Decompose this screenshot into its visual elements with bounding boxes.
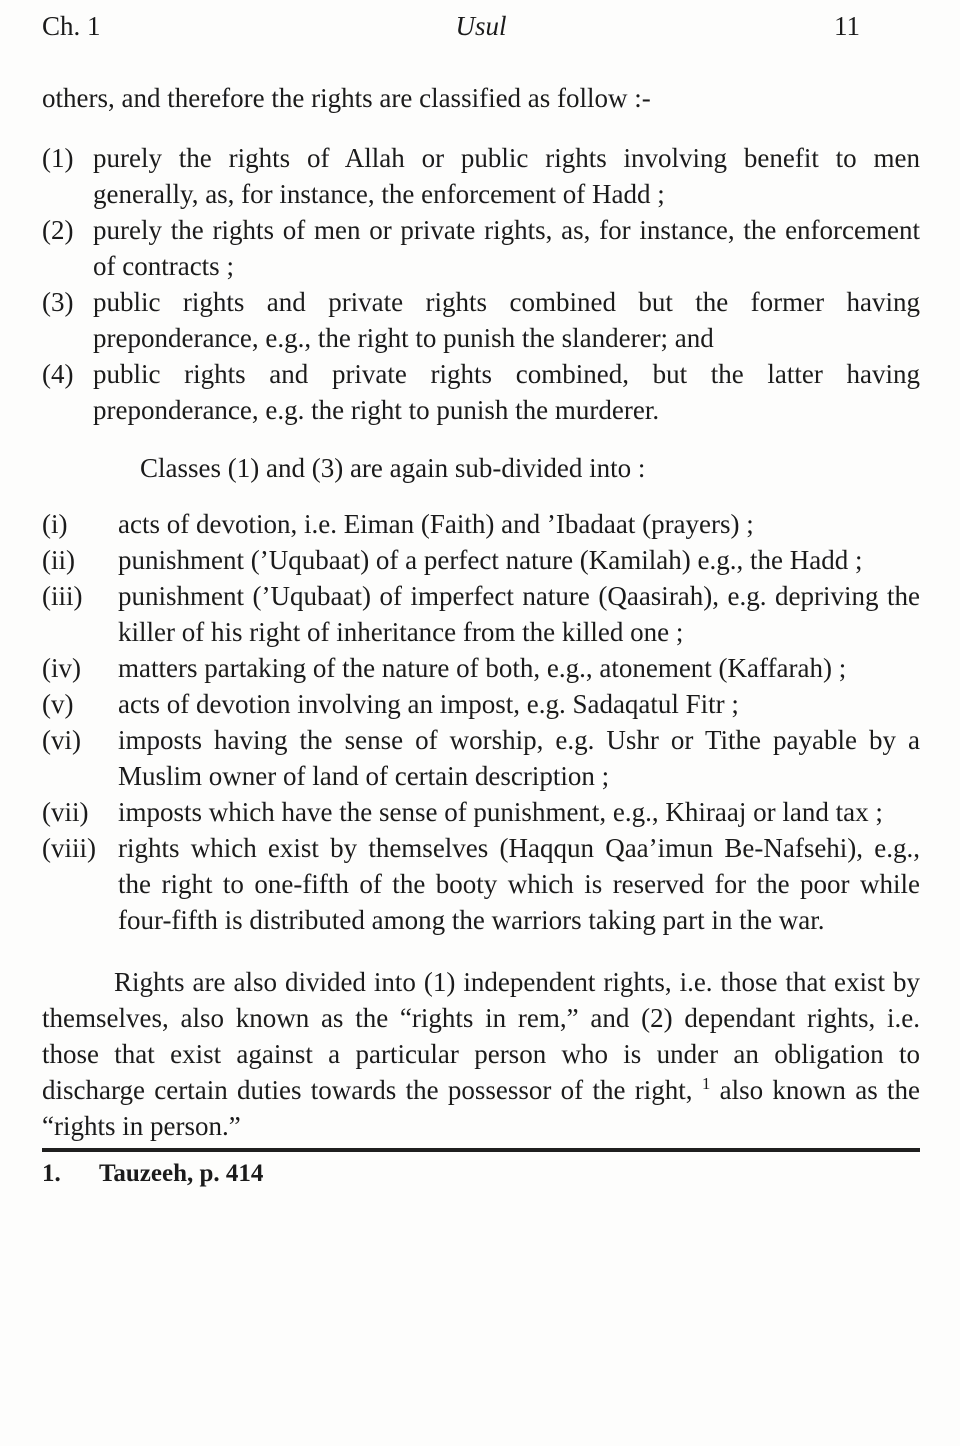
- list-item-iv: [42, 650, 920, 686]
- list-marker: (4): [42, 359, 74, 389]
- list-text: purely the rights of Allah or public rights involving benefit to men generally, as, for instance, the enforcement of Hadd ;: [93, 143, 920, 209]
- footnote-text: Tauzeeh, p. 414: [99, 1160, 264, 1187]
- list-item-2: [42, 212, 920, 284]
- list-item-1: [42, 140, 920, 212]
- list-marker: (1): [42, 143, 74, 173]
- list-text: acts of devotion involving an impost, e.g. Sadaqatul Fitr ;: [118, 689, 739, 719]
- list-text: rights which exist by themselves (Haqqun Qaa’imun Be-Nafsehi), e.g., the right to one-fifth of the booty which is reserved for the poor while four-fifth is distributed among the warriors taking part in the war.: [118, 833, 920, 935]
- subdivision-heading: Classes (1) and (3) are again sub-divided into :: [140, 453, 646, 483]
- footnote: [42, 1158, 920, 1190]
- list-item-v: [42, 686, 920, 722]
- chapter-label: Ch. 1: [42, 11, 101, 41]
- closing-text-after: also known as the “rights in person.”: [42, 1075, 920, 1141]
- list-text: public rights and private rights combined but the former having preponderance, e.g., the right to punish the slanderer; and: [93, 287, 920, 353]
- page-header: [42, 8, 920, 44]
- intro-paragraph: others, and therefore the rights are classified as follow :-: [42, 83, 651, 113]
- list-item-3: [42, 284, 920, 356]
- list-text: imposts having the sense of worship, e.g. Ushr or Tithe payable by a Muslim owner of land of certain description ;: [118, 725, 920, 791]
- list-text: imposts which have the sense of punishment, e.g., Khiraaj or land tax ;: [118, 797, 883, 827]
- list-marker: (3): [42, 287, 74, 317]
- list-item-vii: [42, 794, 920, 830]
- page-number: 11: [834, 11, 860, 41]
- list-item-4: [42, 356, 920, 428]
- numbered-list: [42, 140, 920, 428]
- list-marker: (v): [42, 689, 74, 719]
- list-text: purely the rights of men or private rights, as, for instance, the enforcement of contracts ;: [93, 215, 920, 281]
- list-item-iii: [42, 578, 920, 650]
- list-marker: (iii): [42, 581, 83, 611]
- book-title: Usul: [455, 11, 507, 41]
- list-text: acts of devotion, i.e. Eiman (Faith) and ’Ibadaat (prayers) ;: [118, 509, 754, 539]
- footnote-divider: [42, 1148, 920, 1152]
- list-item-ii: [42, 542, 920, 578]
- list-marker: (iv): [42, 653, 81, 683]
- list-item-vi: [42, 722, 920, 794]
- list-marker: (i): [42, 509, 68, 539]
- list-marker: (viii): [42, 833, 96, 863]
- footnote-marker: 1.: [42, 1160, 61, 1187]
- closing-paragraph: [42, 964, 920, 1144]
- roman-list: [42, 506, 920, 938]
- footnote-reference: 1: [701, 1074, 711, 1093]
- list-text: public rights and private rights combined, but the latter having preponderance, e.g. the right to punish the murderer.: [93, 359, 920, 425]
- list-marker: (ii): [42, 545, 75, 575]
- list-item-i: [42, 506, 920, 542]
- list-text: matters partaking of the nature of both, e.g., atonement (Kaffarah) ;: [118, 653, 847, 683]
- list-text: punishment (’Uqubaat) of imperfect nature (Qaasirah), e.g. depriving the killer of his right of inheritance from the killed one ;: [118, 581, 920, 647]
- list-marker: (vi): [42, 725, 81, 755]
- closing-text-before: Rights are also divided into (1) independent rights, i.e. those that exist by themselves, also known as the “rights in rem,” and (2) dependant rights, i.e. those that exist against a particular person who is under an obligation to discharge certain duties towards the possessor of the right,: [42, 967, 920, 1105]
- list-marker: (2): [42, 215, 74, 245]
- list-item-viii: [42, 830, 920, 938]
- list-text: punishment (’Uqubaat) of a perfect nature (Kamilah) e.g., the Hadd ;: [118, 545, 863, 575]
- list-marker: (vii): [42, 797, 89, 827]
